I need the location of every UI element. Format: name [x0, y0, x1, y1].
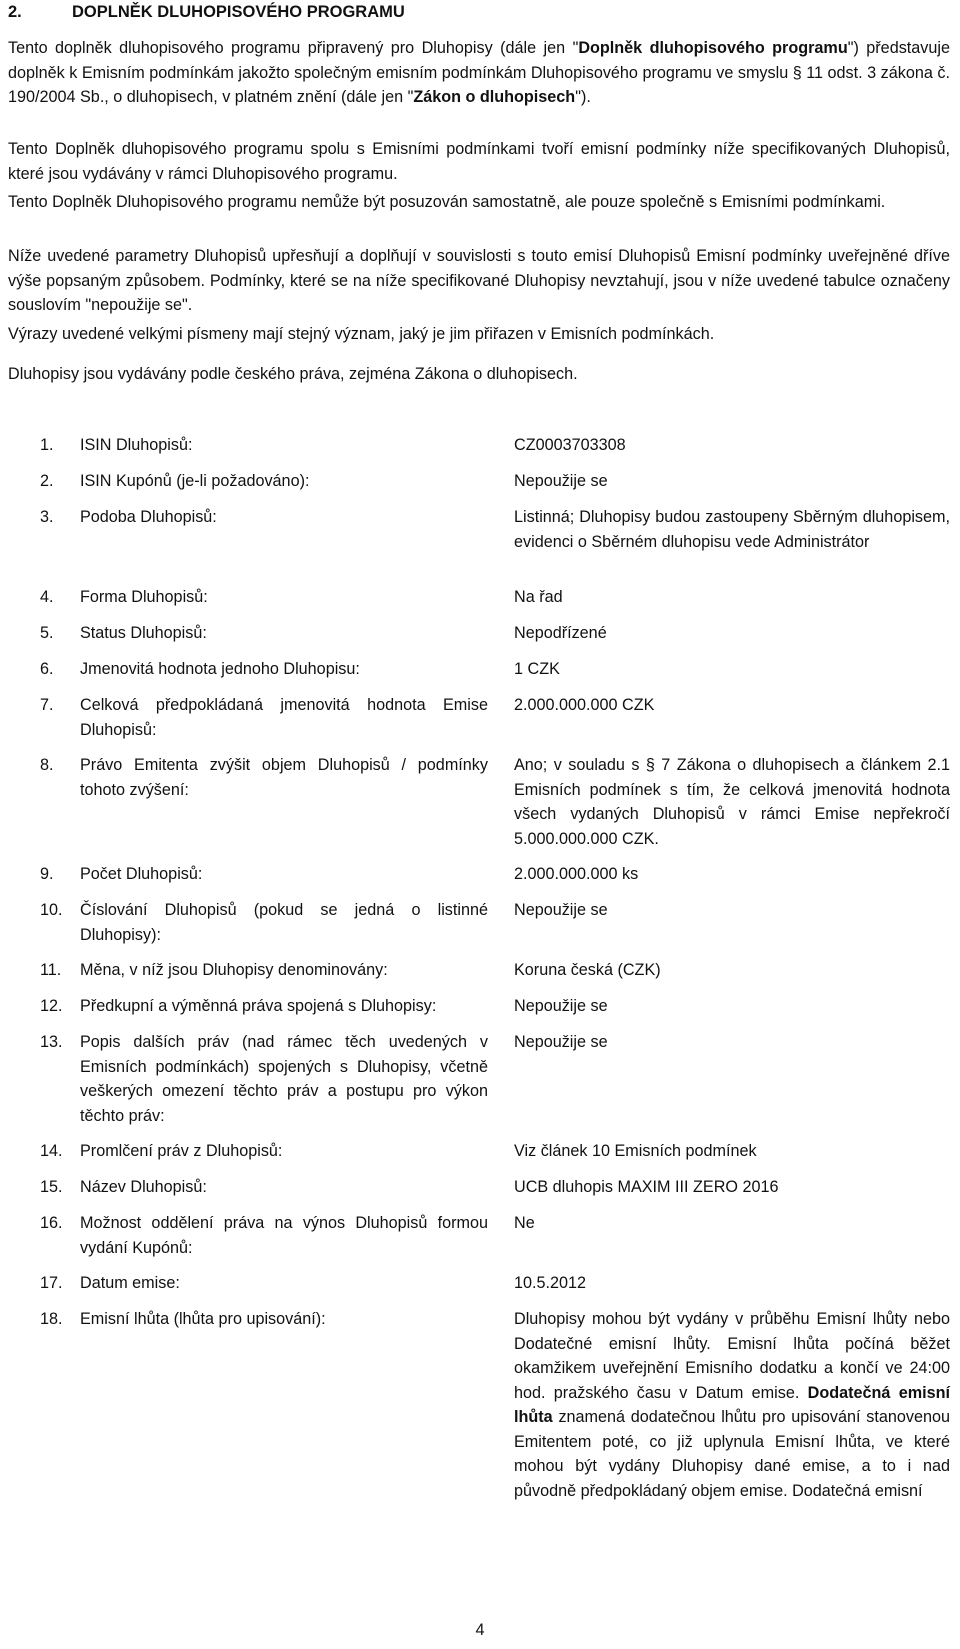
section-title: DOPLNĚK DLUHOPISOVÉHO PROGRAMU: [72, 3, 405, 21]
param-number: 10.: [40, 901, 63, 919]
emisni-lhuta-text-c: znamená dodatečnou lhůtu pro upisování stanovenou Emitentem poté, co již uplynula Emisní lhůta, ve které mohou být vydány Dluhopisy dané emise, a to i nad původně předpokládaný objem emise. Dodatečná emisní: [514, 1408, 950, 1500]
param-label: Počet Dluhopisů:: [80, 865, 203, 883]
param-label: Jmenovitá hodnota jednoho Dluhopisu:: [80, 660, 360, 678]
intro-paragraph-5: Výrazy uvedené velkými písmeny mají stejný význam, jaký je jim přiřazen v Emisních podmínkách.: [8, 325, 715, 343]
param-value: Nepoužije se: [514, 997, 608, 1015]
emisni-lhuta-text-a: Dluhopisy mohou být vydány v průběhu Emisní lhůty nebo Dodatečné emisní lhůty. Emisní lhůta počíná běžet okamžikem uveřejnění Emisního dodatku a končí ve 24:00 hod. pražského času v Datum emise.: [514, 1310, 950, 1402]
param-number: 17.: [40, 1274, 63, 1292]
param-number: 1.: [40, 436, 54, 454]
param-value: Nepoužije se: [514, 901, 608, 919]
param-value: Koruna česká (CZK): [514, 961, 661, 979]
param-label: Emisní lhůta (lhůta pro upisování):: [80, 1310, 326, 1328]
param-label: Měna, v níž jsou Dluhopisy denominovány:: [80, 961, 388, 979]
page-number: 4: [475, 1621, 485, 1639]
param-label: Právo Emitenta zvýšit objem Dluhopisů / podmínky tohoto zvýšení:: [80, 756, 488, 799]
param-value: [514, 1307, 950, 1503]
param-value: Listinná; Dluhopisy budou zastoupeny Sběrným dluhopisem, evidenci o Sběrném dluhopisu vede Administrátor: [514, 508, 950, 551]
section-number: 2.: [8, 3, 22, 21]
defined-term-doplnek: Doplněk dluhopisového programu: [578, 39, 848, 57]
param-number: 14.: [40, 1142, 63, 1160]
param-label: Status Dluhopisů:: [80, 624, 207, 642]
param-number: 15.: [40, 1178, 63, 1196]
section-heading: [8, 0, 405, 25]
param-number: 12.: [40, 997, 63, 1015]
param-label: Číslování Dluhopisů (pokud se jedná o listinné Dluhopisy):: [80, 901, 488, 944]
intro-p1-text-c: ") představuje doplněk k Emisním podmínkám jakožto společným emisním podmínkám Dluhopisového programu ve smyslu § 11 odst. 3 zákona č. 190/2004 Sb., o dluhopisech, v platném znění (dále jen ": [8, 39, 950, 106]
param-number: 13.: [40, 1033, 63, 1051]
param-number: 18.: [40, 1310, 63, 1328]
intro-p1-text-e: ").: [575, 88, 591, 106]
param-number: 5.: [40, 624, 54, 642]
intro-paragraph-6: Dluhopisy jsou vydávány podle českého práva, zejména Zákona o dluhopisech.: [8, 365, 578, 383]
param-label: ISIN Kupónů (je-li požadováno):: [80, 472, 310, 490]
param-label: Popis dalších práv (nad rámec těch uvedených v Emisních podmínkách) spojených s Dluhopisy, včetně veškerých omezení těchto práv a postupu pro výkon těchto práv:: [80, 1033, 488, 1125]
intro-paragraph-1: [8, 36, 950, 110]
param-value: Ano; v souladu s § 7 Zákona o dluhopisech a článkem 2.1 Emisních podmínek s tím, že celková jmenovitá hodnota všech vydaných Dluhopisů v rámci Emise nepřekročí 5.000.000.000 CZK.: [514, 756, 950, 848]
param-number: 4.: [40, 588, 54, 606]
param-value: 1 CZK: [514, 660, 560, 678]
param-number: 6.: [40, 660, 54, 678]
param-value: Ne: [514, 1214, 535, 1232]
param-number: 7.: [40, 696, 54, 714]
param-label: Předkupní a výměnná práva spojená s Dluhopisy:: [80, 997, 437, 1015]
intro-p1-text-a: Tento doplněk dluhopisového programu připravený pro Dluhopisy (dále jen ": [8, 39, 579, 57]
param-value: Nepoužije se: [514, 1033, 608, 1051]
param-label: Podoba Dluhopisů:: [80, 508, 217, 526]
param-label: ISIN Dluhopisů:: [80, 436, 193, 454]
param-value: Na řad: [514, 588, 563, 606]
param-value: 10.5.2012: [514, 1274, 587, 1292]
param-value: 2.000.000.000 CZK: [514, 696, 655, 714]
param-number: 11.: [40, 961, 62, 979]
param-number: 16.: [40, 1214, 63, 1232]
param-label: Datum emise:: [80, 1274, 180, 1292]
param-value: CZ0003703308: [514, 436, 626, 454]
param-label: Název Dluhopisů:: [80, 1178, 207, 1196]
param-value: 2.000.000.000 ks: [514, 865, 639, 883]
defined-term-dodatecna-lhuta: Dodatečná emisní lhůta: [514, 1383, 950, 1426]
param-number: 3.: [40, 508, 54, 526]
param-label: Celková předpokládaná jmenovitá hodnota Emise Dluhopisů:: [80, 696, 488, 739]
intro-paragraph-2: Tento Doplněk dluhopisového programu spolu s Emisními podmínkami tvoří emisní podmínky níže specifikovaných Dluhopisů, které jsou vydávány v rámci Dluhopisového programu.: [8, 140, 950, 183]
param-value: UCB dluhopis MAXIM III ZERO 2016: [514, 1178, 779, 1196]
param-label: Forma Dluhopisů:: [80, 588, 208, 606]
intro-paragraph-4: Níže uvedené parametry Dluhopisů upřesňují a doplňují v souvislosti s touto emisí Dluhopisů Emisní podmínky uveřejněné dříve výše popsaným způsobem. Podmínky, které se na níže specifikované Dluhopisy nevztahují, jsou v níže uvedené tabulce označeny souslovím "nepoužije se".: [8, 247, 950, 314]
param-number: 2.: [40, 472, 54, 490]
defined-term-zakon: Zákon o dluhopisech: [413, 88, 576, 106]
param-value: Viz článek 10 Emisních podmínek: [514, 1142, 757, 1160]
param-label: Možnost oddělení práva na výnos Dluhopisů formou vydání Kupónů:: [80, 1214, 488, 1257]
param-number: 8.: [40, 756, 54, 774]
intro-paragraph-3: Tento Doplněk Dluhopisového programu nemůže být posuzován samostatně, ale pouze společně s Emisními podmínkami.: [8, 193, 886, 211]
param-value: Nepodřízené: [514, 624, 607, 642]
param-label: Promlčení práv z Dluhopisů:: [80, 1142, 283, 1160]
param-number: 9.: [40, 865, 54, 883]
param-value: Nepoužije se: [514, 472, 608, 490]
